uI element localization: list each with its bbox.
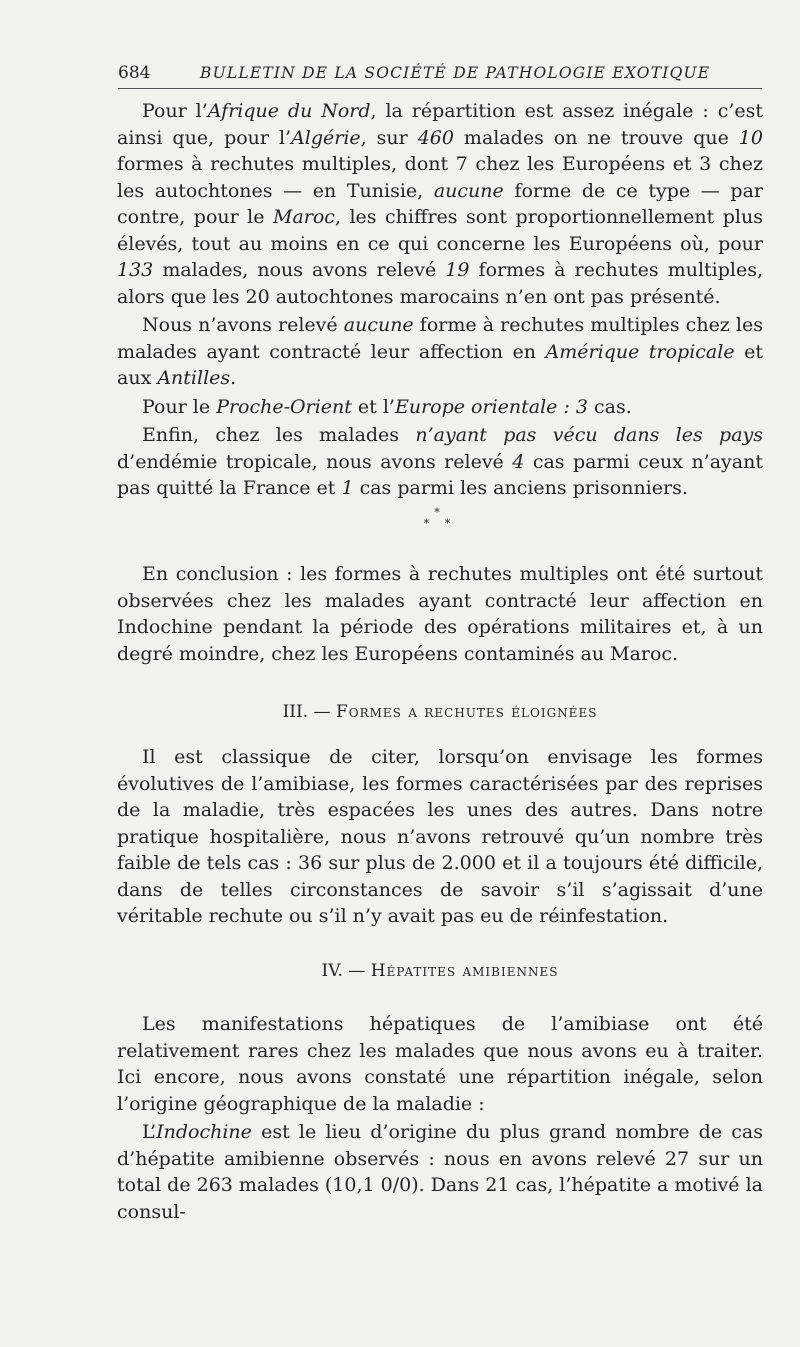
text-run: formes à rechutes multiples, alors que les 20 autochtones marocains n’en ont pas présenté. [117, 259, 764, 308]
paragraph-rechutes-eloignees: Il est classique de citer, lorsqu’on envisage les formes évolutives de l’amibiase, les formes caractérisées par des reprises de la maladie, très espacées les unes des autres. Dans notre pratique hospitalière, nous n’avons retrouvé qu’un nombre très faible de tels cas : 36 sur plus de 2.000 et il a toujours été difficile, dans de telles circonstances de savoir s’il s’agissait d’une véritable rechute ou s’il n’y avait pas eu de réinfestation. [117, 746, 763, 927]
text-run: malades on ne trouve que [453, 126, 739, 149]
section-heading-4 [117, 961, 763, 981]
text-run: d’endémie tropicale, nous avons relevé [117, 450, 513, 473]
text-run: 19 [445, 259, 470, 281]
text-run: , la répartition est assez inégale : c’est ainsi que, pour l’ [117, 100, 764, 149]
text-run: 10 [738, 126, 763, 149]
text-run: Antilles. [157, 367, 237, 389]
paragraph-proche-orient [117, 394, 763, 421]
text-run: aucune [433, 179, 504, 202]
text-run: Amérique tropicale [545, 340, 735, 363]
text-run: Proche-Orient [216, 395, 352, 418]
text-run: Pour le [142, 395, 217, 418]
text-run: 460 [417, 126, 454, 149]
section-title: Hépatites amibiennes [370, 961, 559, 981]
text-run: 1 [341, 477, 354, 499]
running-title: BULLETIN DE LA SOCIÉTÉ DE PATHOLOGIE EXOTIQUE [200, 64, 711, 82]
section-heading-3 [117, 702, 763, 722]
text-run: cas parmi ceux n’ayant pas quitté la France et [117, 450, 763, 499]
text-run: et l’ [351, 395, 395, 418]
text-run: , les chiffres sont proportionnellement plus élevés, tout au moins en ce qui concerne les Européens où, pour [117, 206, 763, 255]
text-run: Europe orientale : 3 [394, 395, 588, 418]
text-run: Nous n’avons relevé [142, 314, 344, 336]
text-run: Afrique du Nord [207, 100, 371, 122]
text-run: aucune [343, 314, 414, 336]
section-number: III. — [282, 702, 331, 722]
paragraph-non-tropical [117, 422, 763, 502]
text-run: Enfin, chez les malades [142, 424, 416, 446]
paragraph-conclusion: En conclusion : les formes à rechutes multiples ont été surtout observées chez les malades ayant contracté leur affection en Indochine pendant la période des opérations militaires et, à un degré moindre, chez les Européens contaminés au Maroc. [117, 563, 763, 665]
text-run: Indochine [156, 1121, 252, 1143]
text-run: , sur [360, 126, 418, 149]
text-run: et aux [117, 340, 763, 389]
text-run: Pour l’ [142, 100, 208, 122]
text-run: n’ayant pas vécu dans les pays [415, 424, 763, 446]
section-number: IV. — [321, 961, 366, 981]
text-run: Maroc [272, 206, 335, 228]
text-run: cas parmi les anciens prisonniers. [353, 477, 688, 499]
text-run: est le lieu d’origine du plus grand nombre de cas d’hépatite amibienne observés : nous en avons relevé 27 sur un total de 263 malades (10,1 0/0). Dans 21 cas, l’hépatite a motivé la consul- [117, 1121, 763, 1223]
page-number: 684 [118, 63, 151, 83]
text-run: 133 [117, 259, 154, 281]
asterism-top: * [434, 506, 446, 519]
paragraph-manifestations: Les manifestations hépatiques de l’amibiase ont été relativement rares chez les malades que nous avons eu à traiter. Ici encore, nous avons constaté une répartition inégale, selon l’origine géographique de la maladie : [117, 1013, 763, 1115]
paragraph-indochine [117, 1119, 763, 1225]
body-block-1 [117, 98, 763, 502]
text-run: malades, nous avons relevé [153, 259, 446, 281]
text-run: Algérie [291, 126, 361, 149]
asterism-bottom: * * [423, 517, 457, 530]
text-run: formes à rechutes multiples, dont 7 chez les Européens et 3 chez les autochtones — en Tunisie, [117, 153, 763, 202]
section-4-body [117, 1011, 763, 1225]
page-header [118, 58, 762, 89]
text-run: L’ [142, 1121, 157, 1143]
section-title: Formes a rechutes éloignées [335, 702, 598, 722]
asterism-separator [420, 507, 460, 529]
section-3-body [117, 744, 763, 930]
text-run: forme à rechutes multiples chez les malades ayant contracté leur affection en [117, 314, 763, 363]
paragraph-amerique-tropicale [117, 312, 763, 392]
text-run: 4 [512, 450, 525, 473]
text-run: forme de ce type — par contre, pour le [117, 179, 763, 228]
paragraph-afrique-du-nord [117, 98, 763, 310]
conclusion-block [117, 561, 763, 667]
text-run: cas. [587, 395, 632, 418]
